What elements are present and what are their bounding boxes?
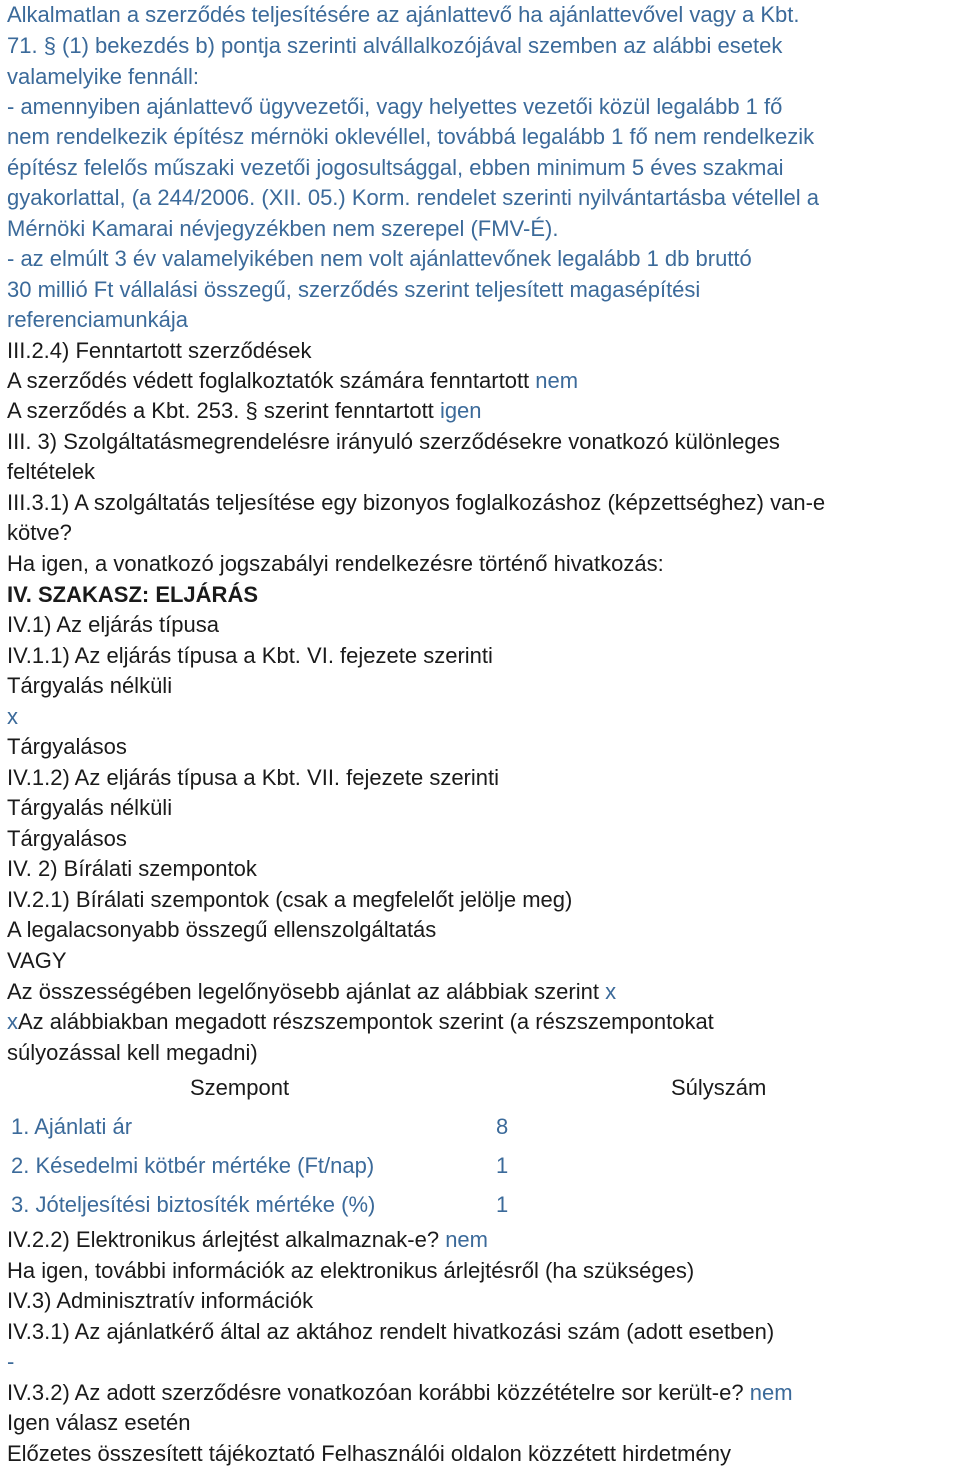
best-value-line [7,979,616,1005]
eligibility-line-9: - az elmúlt 3 év valamelyikében nem volt ajánlattevőnek legalább 1 db bruttó [7,246,752,271]
criteria-row-weight: 8 [496,1114,509,1139]
subcriteria-note: súlyozással kell megadni) [7,1040,258,1065]
e-auction-value: nem [445,1227,488,1252]
eligibility-line-8: Mérnöki Kamarai névjegyzékben nem szerepel (FMV-É). [7,216,559,241]
service-conditions-heading-2: feltételek [7,459,96,484]
criteria-row [11,1192,508,1218]
reserved-contracts-heading: III.2.4) Fenntartott szerződések [7,338,312,363]
reserved-sheltered-label: A szerződés védett foglalkoztatók számára fenntartott [7,368,530,393]
service-conditions-heading-1: III. 3) Szolgáltatásmegrendelésre irányuló szerződésekre vonatkozó különleges [7,429,780,454]
reserved-kbt-label: A szerződés a Kbt. 253. § szerint fenntartott [7,398,434,423]
e-auction-info: Ha igen, további információk az elektronikus árlejtésről (ha szükséges) [7,1258,695,1283]
award-criteria-subheading: IV.2.1) Bírálati szempontok (csak a megfelelőt jelölje meg) [7,887,573,912]
criteria-row-name: 3. Jóteljesítési biztosíték mértéke (%) [11,1192,376,1217]
criteria-row-name: 1. Ajánlati ár [11,1114,133,1139]
procedure-vii-option-2: Tárgyalásos [7,826,127,851]
admin-info-heading: IV.3) Adminisztratív információk [7,1288,314,1313]
lowest-price-option: A legalacsonyabb összegű ellenszolgáltatás [7,917,437,942]
criteria-row [11,1153,508,1179]
award-criteria-heading: IV. 2) Bírálati szempontok [7,856,257,881]
or-separator: VAGY [7,948,67,973]
subcriteria-label: Az alábbiakban megadott részszempontok szerint (a részszempontokat [18,1009,714,1034]
yes-answer-line: Igen válasz esetén [7,1410,191,1435]
reference-number-value: - [7,1349,15,1374]
profession-question-1: III.3.1) A szolgáltatás teljesítése egy bizonyos foglalkozáshoz (képzettséghez) van-e [7,490,826,515]
eligibility-line-2: 71. § (1) bekezdés b) pontja szerinti alvállalkozójával szemben az alábbi esetek [7,33,783,58]
procedure-vii-heading: IV.1.2) Az eljárás típusa a Kbt. VII. fejezete szerinti [7,765,500,790]
reserved-sheltered-line [7,368,578,394]
procedure-type-heading: IV.1) Az eljárás típusa [7,612,219,637]
e-auction-label: IV.2.2) Elektronikus árlejtést alkalmaznak-e? [7,1227,440,1252]
criteria-row-weight: 1 [496,1153,509,1178]
prior-publication-value: nem [749,1380,793,1405]
eligibility-line-6: építész felelős műszaki vezetői jogosultsággal, ebben minimum 5 éves szakmai [7,155,784,180]
eligibility-line-10: 30 millió Ft vállalási összegű, szerződés szerint teljesített magasépítési [7,277,701,302]
section-iv-title: IV. SZAKASZ: ELJÁRÁS [7,582,259,607]
prior-publication-label: IV.3.2) Az adott szerződésre vonatkozóan korábbi közzétételre sor került-e? [7,1380,744,1405]
legal-reference-line: Ha igen, a vonatkozó jogszabályi rendelkezésre történő hivatkozás: [7,551,664,576]
eligibility-line-11: referenciamunkája [7,307,188,332]
eligibility-line-1: Alkalmatlan a szerződés teljesítésére az ajánlattevő ha ajánlattevővel vagy a Kbt. [7,2,800,27]
prior-notice-line: Előzetes összesített tájékoztató Felhasználói oldalon közzétett hirdetmény [7,1441,731,1466]
procedure-vi-heading: IV.1.1) Az eljárás típusa a Kbt. VI. fejezete szerinti [7,643,493,668]
best-value-mark: x [605,979,617,1004]
reserved-kbt-value: igen [439,398,482,423]
criteria-row [11,1114,508,1140]
procedure-vi-mark: x [7,704,18,729]
procedure-vi-option-2: Tárgyalásos [7,734,127,759]
profession-question-2: kötve? [7,520,72,545]
reserved-kbt-line [7,398,482,424]
reference-number-heading: IV.3.1) Az ajánlatkérő által az aktához rendelt hivatkozási szám (adott esetben) [7,1319,775,1344]
procedure-vii-option-1: Tárgyalás nélküli [7,795,173,820]
eligibility-line-5: nem rendelkezik építész mérnöki oklevéllel, továbbá legalább 1 fő nem rendelkezik [7,124,815,149]
prior-publication-line [7,1380,793,1406]
reserved-sheltered-value: nem [535,368,579,393]
eligibility-line-7: gyakorlattal, (a 244/2006. (XII. 05.) Korm. rendelet szerinti nyilvántartásba vétellel a [7,185,819,210]
subcriteria-line [7,1009,714,1035]
criteria-header: Szempont [190,1075,290,1100]
best-value-label: Az összességében legelőnyösebb ajánlat az alábbiak szerint [7,979,599,1004]
criteria-row-name: 2. Késedelmi kötbér mértéke (Ft/nap) [11,1153,375,1178]
subcriteria-mark: x [7,1009,18,1034]
weight-header: Súlyszám [671,1075,767,1100]
e-auction-line [7,1227,488,1253]
criteria-row-weight: 1 [496,1192,509,1217]
eligibility-line-3: valamelyike fennáll: [7,64,199,89]
procedure-vi-option-1: Tárgyalás nélküli [7,673,173,698]
eligibility-line-4: - amennyiben ajánlattevő ügyvezetői, vagy helyettes vezetői közül legalább 1 fő [7,94,783,119]
